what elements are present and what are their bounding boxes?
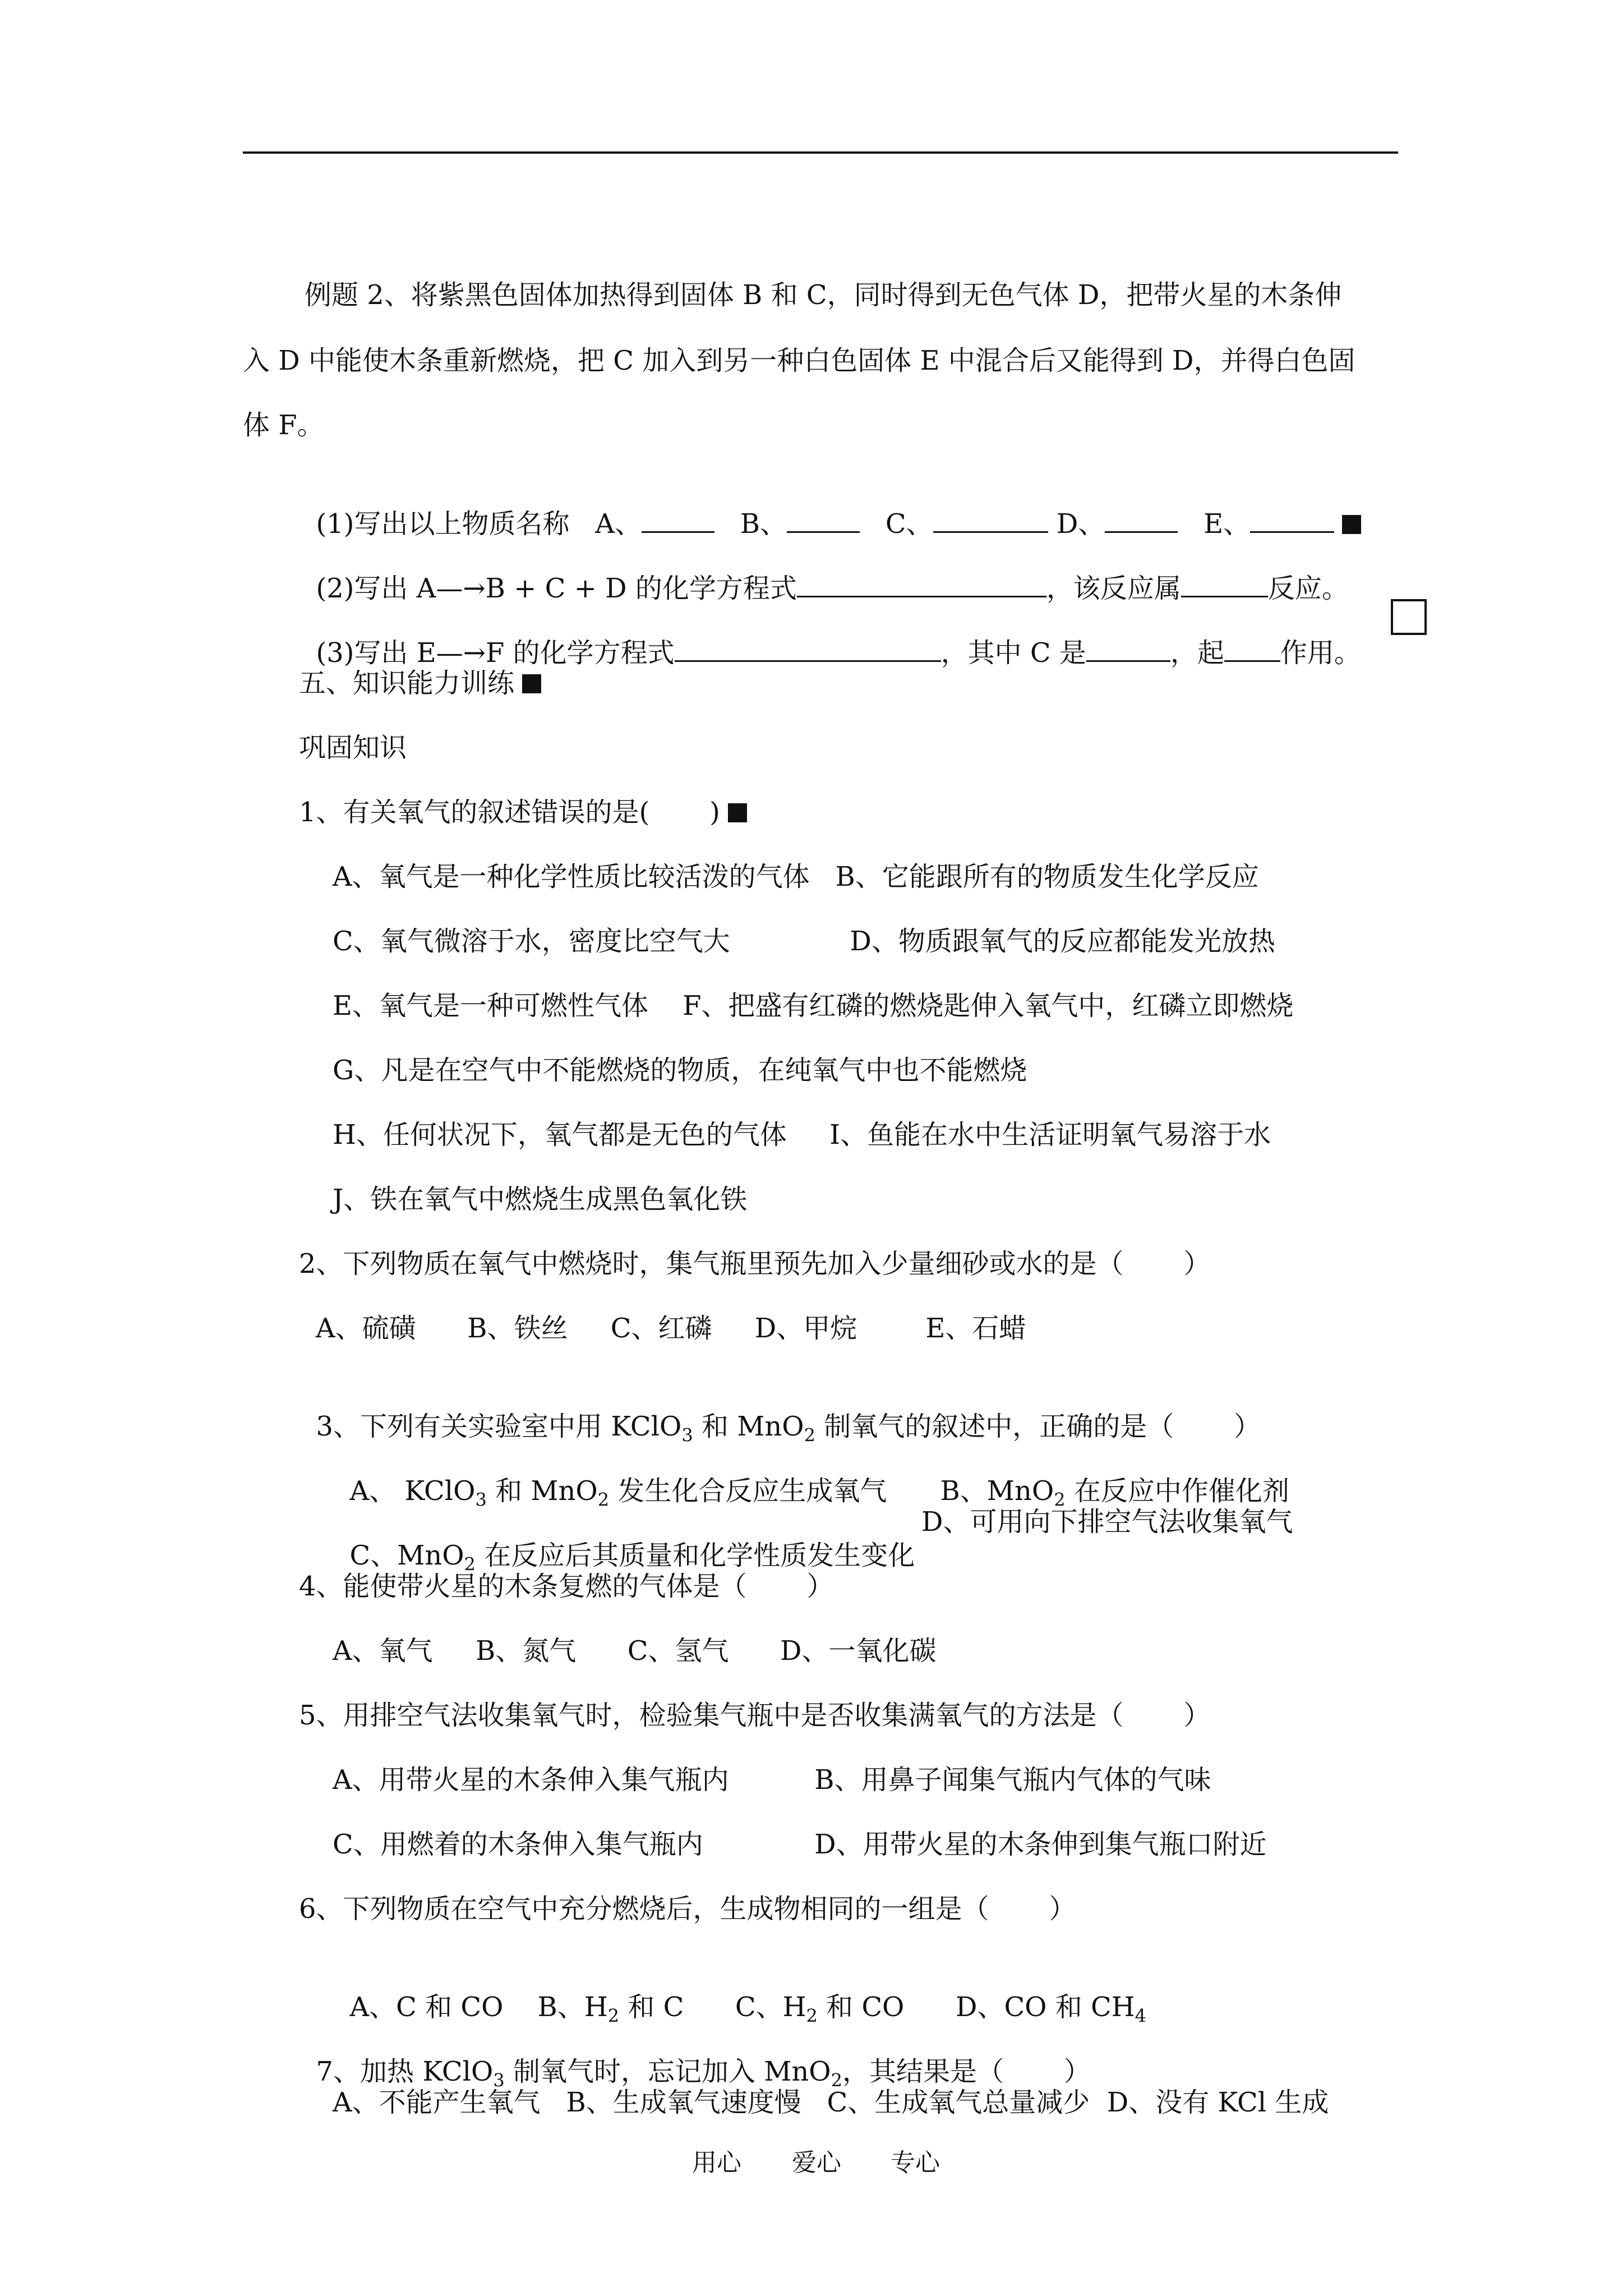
question-6-stem: 6、下列物质在空气中充分燃烧后，生成物相同的一组是（ ） bbox=[299, 1893, 1076, 1925]
section-title-text: 五、知识能力训练 bbox=[299, 668, 515, 699]
q3-option-d: D、可用向下排空气法收集氧气 bbox=[921, 1506, 1293, 1538]
footer-text-3: 专心 bbox=[891, 2148, 940, 2177]
q3-option-c bbox=[333, 1505, 915, 1575]
example-question-1 bbox=[299, 473, 1361, 540]
q2-suffix: 反应。 bbox=[1267, 573, 1349, 604]
q6-option-b: B、H bbox=[537, 1991, 608, 2023]
black-square-icon bbox=[728, 803, 747, 822]
footer-text-1: 用心 bbox=[692, 2148, 741, 2177]
q3-a-part: 和 MnO bbox=[486, 1475, 598, 1507]
q7-stem-a: 7、加热 KClO bbox=[316, 2056, 494, 2087]
example-line-1: 例题 2、将紫黑色固体加热得到固体 B 和 C，同时得到无色气体 D，把带火星的木条伸 bbox=[305, 279, 1342, 311]
blank-c[interactable] bbox=[933, 507, 1048, 533]
q1-stem-text: 1、有关氧气的叙述错误的是( ) bbox=[299, 797, 720, 828]
q3-stem-b: 和 MnO bbox=[693, 1411, 804, 1442]
blank-equation-2[interactable] bbox=[675, 636, 941, 662]
q3-option-b bbox=[923, 1441, 1289, 1511]
blank-e[interactable] bbox=[1250, 507, 1334, 533]
q1-option-line: H、任何状况下，氧气都是无色的气体 I、鱼能在水中生活证明氧气易溶于水 bbox=[333, 1119, 1271, 1151]
section-subtitle: 巩固知识 bbox=[299, 732, 407, 763]
question-5-stem: 5、用排空气法收集氧气时，检验集气瓶中是否收集满氧气的方法是（ ） bbox=[299, 1700, 1211, 1731]
q3-a-part: 发生化合反应生成氧气 bbox=[609, 1475, 887, 1507]
q3-suffix: 作用。 bbox=[1280, 637, 1361, 669]
example-line-3: 体 F。 bbox=[243, 409, 324, 441]
label-a: A、 bbox=[595, 508, 642, 540]
blank-reaction-type[interactable] bbox=[1181, 571, 1268, 597]
footer-text-2: 爱心 bbox=[792, 2148, 841, 2177]
black-square-icon bbox=[522, 674, 541, 693]
subscript: 2 bbox=[597, 1489, 610, 1511]
blank-c-role[interactable] bbox=[1086, 636, 1170, 662]
q1-option-line: G、凡是在空气中不能燃烧的物质，在纯氧气中也不能燃烧 bbox=[333, 1055, 1027, 1086]
question-7-stem bbox=[299, 2021, 1091, 2091]
q2-options: A、硫磺 B、铁丝 C、红磷 D、甲烷 E、石蜡 bbox=[316, 1313, 1026, 1344]
q6-options bbox=[333, 1957, 1146, 2027]
q1-option-line: A、氧气是一种化学性质比较活泼的气体 B、它能跟所有的物质发生化学反应 bbox=[333, 861, 1259, 892]
q6-option-a: A、C 和 CO bbox=[349, 1991, 504, 2023]
q4-options: A、氧气 B、氮气 C、氢气 D、一氧化碳 bbox=[333, 1635, 937, 1667]
q5-option-line: A、用带火星的木条伸入集气瓶内 B、用鼻子闻集气瓶内气体的气味 bbox=[333, 1764, 1211, 1796]
label-c: C、 bbox=[885, 508, 933, 540]
question-1-stem bbox=[299, 795, 747, 829]
subscript: 3 bbox=[475, 1489, 487, 1511]
q5-option-line: C、用燃着的木条伸入集气瓶内 D、用带火星的木条伸到集气瓶口附近 bbox=[333, 1829, 1267, 1860]
header-rule bbox=[243, 151, 1398, 154]
question-4-stem: 4、能使带火星的木条复燃的气体是（ ） bbox=[299, 1571, 834, 1602]
q7-options: A、不能产生氧气 B、生成氧气速度慢 C、生成氧气总量减少 D、没有 KCl 生成 bbox=[333, 2087, 1329, 2118]
subscript: 4 bbox=[1135, 2005, 1146, 2027]
example-line-2: 入 D 中能使木条重新燃烧，把 C 加入到另一种白色固体 E 中混合后又能得到 D，并得白色固 bbox=[243, 345, 1355, 376]
q3-mid1: ，其中 C 是 bbox=[940, 637, 1086, 669]
blank-d[interactable] bbox=[1105, 507, 1178, 533]
q3-stem-a: 3、下列有关实验室中用 KClO bbox=[316, 1411, 682, 1442]
blank-a[interactable] bbox=[642, 507, 714, 533]
q6-option-d: D、CO 和 CH bbox=[955, 1991, 1135, 2023]
q3-option-a bbox=[333, 1441, 887, 1511]
q1-option-line: C、氧气微溶于水，密度比空气大 D、物质跟氧气的反应都能发光放热 bbox=[333, 926, 1275, 957]
question-2-stem: 2、下列物质在氧气中燃烧时，集气瓶里预先加入少量细砂或水的是（ ） bbox=[299, 1248, 1211, 1280]
q3-b-part: 在反应中作催化剂 bbox=[1065, 1475, 1289, 1507]
label-e: E、 bbox=[1204, 508, 1251, 540]
q3-a-part: A、 KClO bbox=[349, 1475, 476, 1507]
q2-mid: ，该反应属 bbox=[1046, 573, 1181, 604]
q3-c-part: C、MnO bbox=[349, 1540, 464, 1571]
q3-c-part: 在反应后其质量和化学性质发生变化 bbox=[476, 1540, 915, 1571]
subscript: 3 bbox=[681, 1424, 693, 1446]
q3-b-part: B、MnO bbox=[940, 1475, 1054, 1507]
subscript: 2 bbox=[1054, 1489, 1066, 1511]
section-title bbox=[299, 666, 541, 700]
subscript: 2 bbox=[607, 2005, 620, 2027]
q6-option-c: C、H bbox=[735, 1991, 806, 2023]
subscript: 2 bbox=[806, 2005, 818, 2027]
label-b: B、 bbox=[740, 508, 787, 540]
q1-option-line: J、铁在氧气中燃烧生成黑色氧化铁 bbox=[333, 1184, 748, 1215]
black-square-icon bbox=[1342, 515, 1361, 534]
question-3-stem bbox=[299, 1376, 1261, 1446]
q3-stem-c: 制氧气的叙述中，正确的是（ ） bbox=[815, 1411, 1261, 1442]
q7-stem-b: 制氧气时，忘记加入 MnO bbox=[504, 2056, 831, 2087]
q1-prefix: (1)写出以上物质名称 bbox=[316, 508, 570, 540]
q6-option-b: 和 C bbox=[619, 1991, 684, 2023]
q1-option-line: E、氧气是一种可燃性气体 F、把盛有红磷的燃烧匙伸入氧气中，红磷立即燃烧 bbox=[333, 990, 1294, 1022]
q3-mid2: ，起 bbox=[1170, 637, 1224, 669]
q2-prefix: (2)写出 A—→B + C + D 的化学方程式 bbox=[316, 573, 797, 604]
empty-box bbox=[1391, 599, 1427, 635]
blank-equation-1[interactable] bbox=[797, 571, 1046, 597]
q3-prefix: (3)写出 E—→F 的化学方程式 bbox=[316, 637, 675, 669]
q6-option-c: 和 CO bbox=[817, 1991, 905, 2023]
subscript: 2 bbox=[464, 1553, 476, 1575]
example-question-2 bbox=[299, 537, 1349, 604]
example-question-3 bbox=[299, 602, 1361, 669]
blank-b[interactable] bbox=[787, 507, 860, 533]
q7-stem-c: ，其结果是（ ） bbox=[842, 2056, 1091, 2087]
subscript: 3 bbox=[493, 2069, 505, 2091]
subscript: 2 bbox=[831, 2069, 842, 2091]
blank-function[interactable] bbox=[1224, 636, 1280, 662]
subscript: 2 bbox=[804, 1424, 815, 1446]
label-d: D、 bbox=[1056, 508, 1105, 540]
